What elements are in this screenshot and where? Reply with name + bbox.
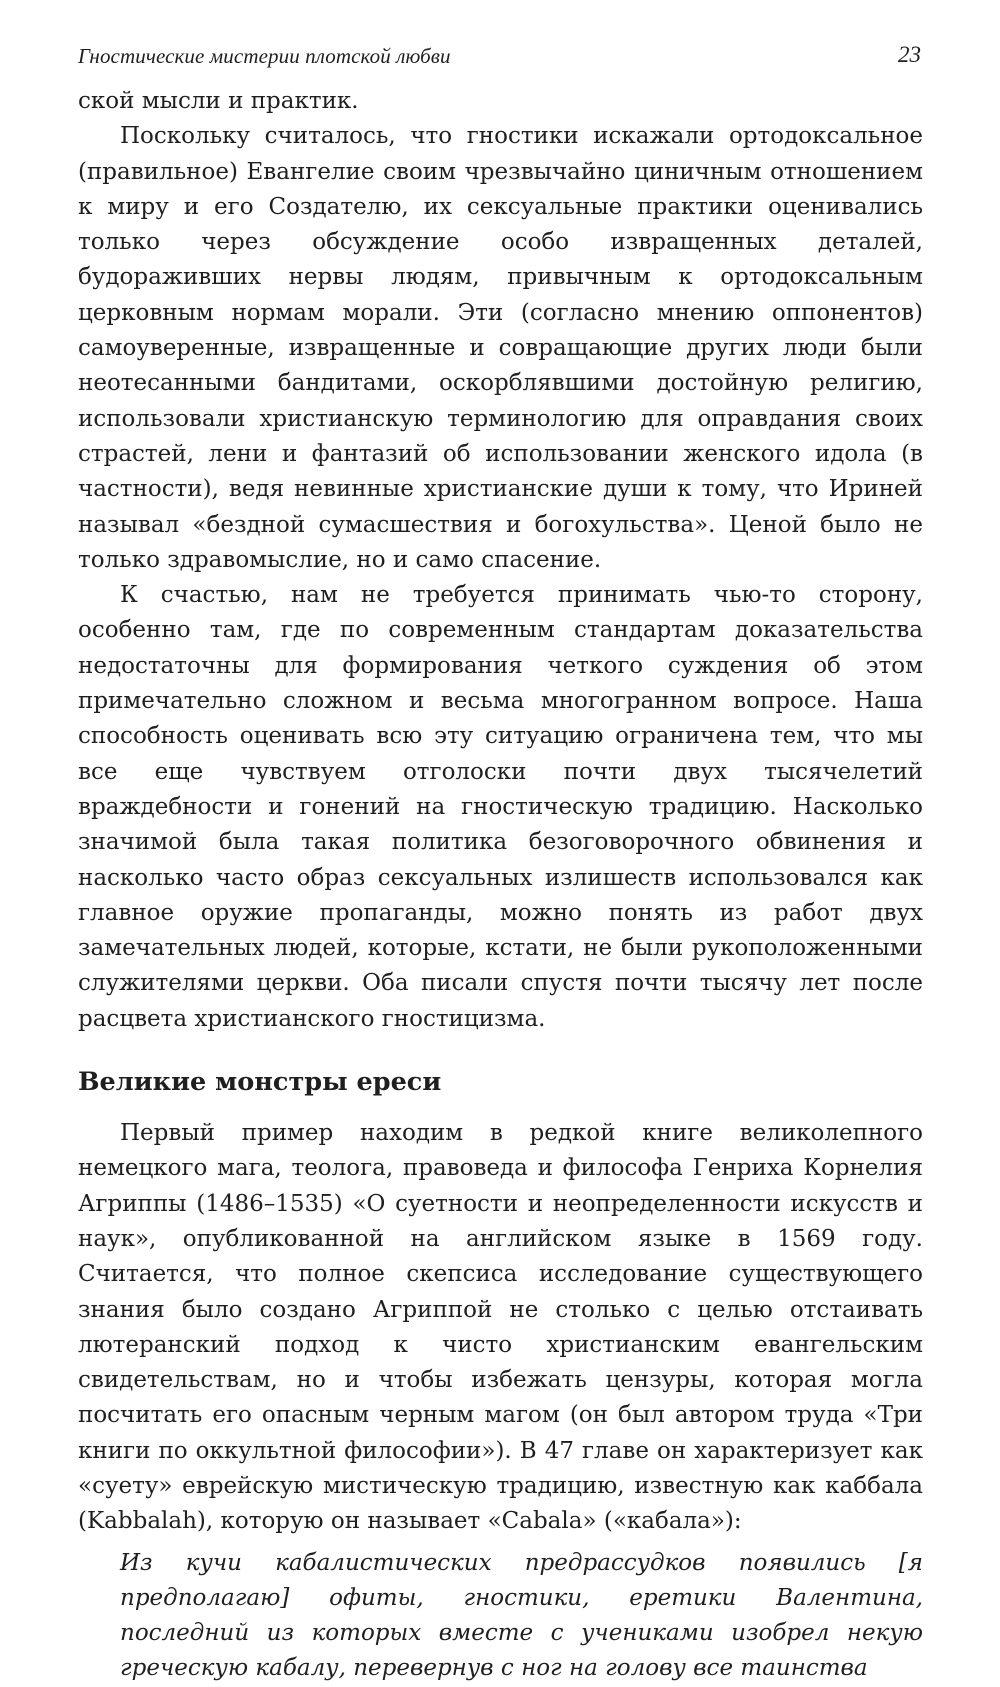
paragraph-agrippa: Первый пример находим в редкой книге великолепного немецкого мага, теолога, правоведа и философа Генриха Корнелия Агриппы (1486–1535) «О суетности и неопределенности искусств и наук», опубликованной на английском языке в 1569 году. Считается, что полное скепсиса исследование существующего знания было создано Агриппой не столько с целью отстаивать лютеранский подход к чисто христианским евангельским свидетельствам, но и чтобы избежать цензуры, которая могла посчитать его опасным черным магом (он был автором труда «Три книги по оккультной философии»). В 47 главе он характеризует как «суету» еврейскую мистическую традицию, известную как каббала (Kabbalah), которую он называет «Cabala» («кабала»): [78,1120,923,1535]
running-title: Гностические мистерии плотской любви [78,44,451,68]
continuation-paragraph: ской мысли и практик. [78,88,359,114]
book-page [78,0,923,1682]
block-quote: Из кучи кабалистических предрассудков появились [я предполагаю] офиты, гностики, еретики Валентина, последний из которых вместе с учениками изобрел некую греческую кабалу, перевернув с ног на голову все таинства [120,1549,923,1682]
page-number: 23 [898,42,921,67]
running-header [78,42,923,72]
section-heading: Великие монстры ереси [78,1067,442,1098]
paragraph-gnostic-practices: Поскольку считалось, что гностики искажали ортодоксальное (правильное) Евангелие своим чрезвычайно циничным отношением к миру и его Создателю, их сексуальные практики оценивались только через обсуждение особо извращенных деталей, будораживших нервы людям, привычным к ортодоксальным церковным нормам морали. Эти (согласно мнению оппонентов) самоуверенные, извращенные и совращающие других люди были неотесанными бандитами, оскорблявшими достойную религию, использовали христианскую терминологию для оправдания своих страстей, лени и фантазий об использовании женского идола (в частности), ведя невинные христианские души к тому, что Ириней называл «бездной сумасшествия и богохульства». Ценой было не только здравомыслие, но и само спасение. [78,123,923,573]
body-text [78,84,923,1687]
paragraph-fortunately: К счастью, нам не требуется принимать чью-то сторону, особенно там, где по современным стандартам доказательства недостаточны для формирования четкого суждения об этом примечательно сложном и весьма многогранном вопросе. Наша способность оценивать всю эту ситуацию ограничена тем, что мы все еще чувствуем отголоски почти двух тысячелетий враждебности и гонений на гностическую традицию. Насколько значимой была такая политика безоговорочного обвинения и насколько часто образ сексуальных излишеств использовался как главное оружие пропаганды, можно понять из работ двух замечательных людей, которые, кстати, не были рукоположенными служителями церкви. Оба писали спустя почти тысячу лет после расцвета христианского гностицизма. [78,582,923,1032]
